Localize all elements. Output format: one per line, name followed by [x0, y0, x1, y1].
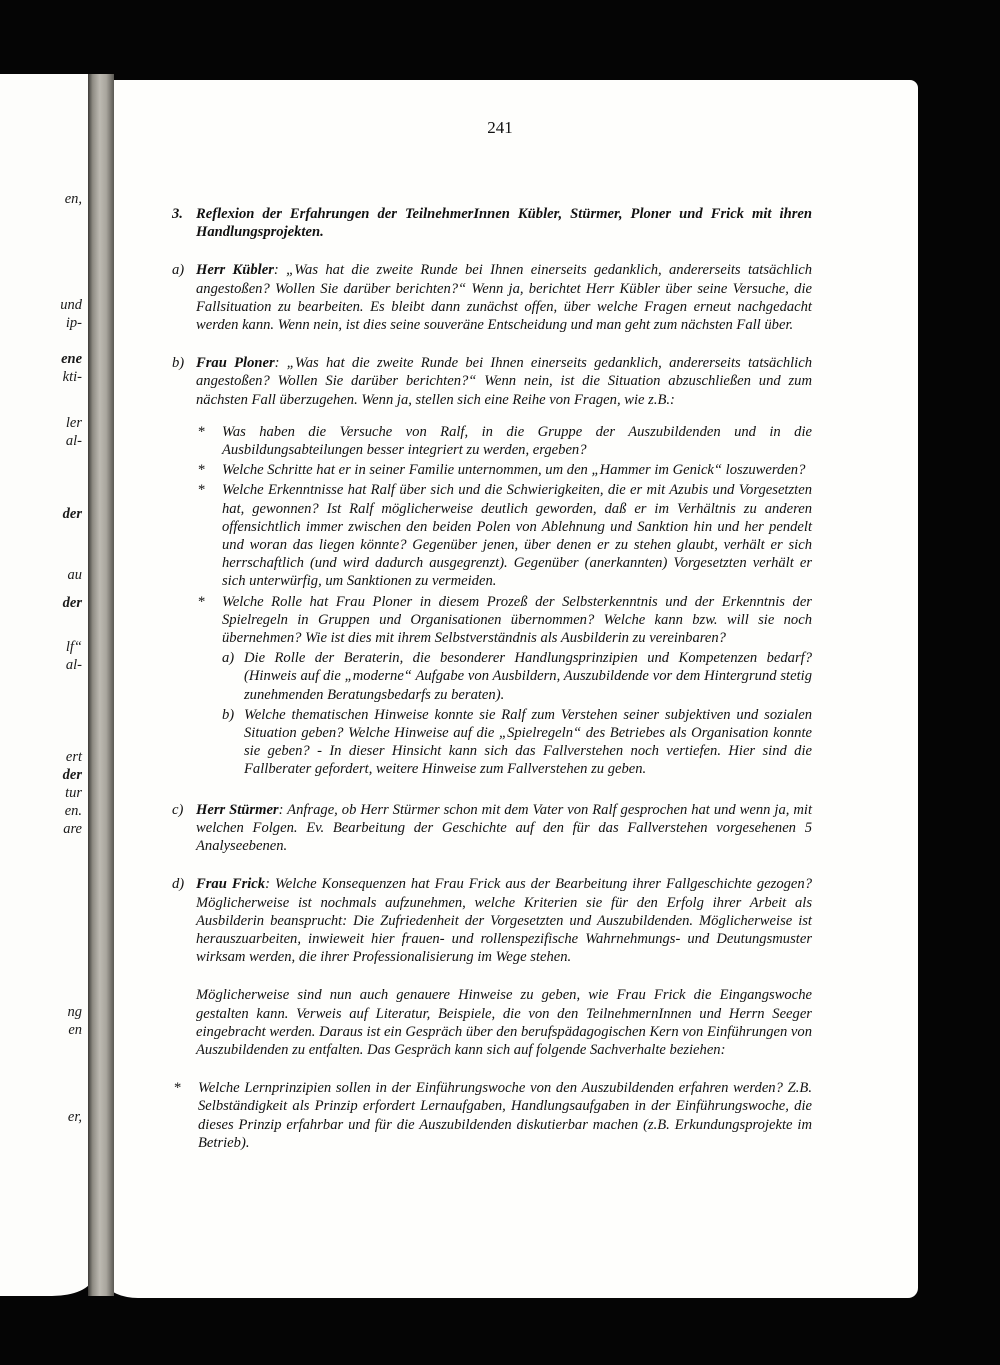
item-c-stuermer: [172, 801, 812, 856]
left-page-fragment: en.: [64, 803, 82, 819]
asterisk-bullet-icon: *: [198, 482, 206, 499]
left-page-fragment: en: [68, 1022, 82, 1038]
left-page-fragment: ler: [65, 415, 82, 431]
left-page-fragment: al-: [65, 657, 82, 673]
list-item-text: Welche Schritte hat er in seiner Familie unternommen, um den „Hammer im Genick“ loszuwerden?: [222, 462, 806, 479]
sub-item-a: [222, 649, 812, 704]
book-gutter: [88, 74, 114, 1296]
person-name: Frau Ploner: [196, 355, 275, 372]
item-label: a): [172, 262, 185, 279]
list-item-text: Welche Lernprinzipien sollen in der Einführungswoche von den Auszubildenden erfahren werden? Z.B. Selbständigkeit als Prinzip erfordert Lernaufgaben, Handlungsaufgaben in der Einführungswoche, die dieses Prinzip erfahrbar und für die Auszubildenden diskutierbar machen (z.B. Erkundungsprojekte im Betrieb).: [198, 1080, 812, 1151]
left-page-fragment: en,: [64, 191, 82, 207]
asterisk-bullet-icon: *: [198, 593, 206, 610]
left-page-fragment: der: [62, 595, 82, 611]
left-page-fragment: ene: [61, 351, 82, 367]
sub-item-b: [222, 706, 812, 779]
section-title: Reflexion der Erfahrungen der TeilnehmerInnen Kübler, Stürmer, Ploner und Frick mit ihren Handlungsprojekten.: [196, 206, 812, 241]
sub-item-text: Die Rolle der Beraterin, die besonderer Handlungsprinzipien und Kompetenzen bedarf? (Hinweis auf die „moderne“ Aufgabe von Ausbildern, Auszubildende vor dem Hintergrund stetig zunehmenden Beratungsbedarfs zu beraten).: [244, 650, 812, 703]
list-item: [196, 481, 812, 590]
list-item: [196, 423, 812, 459]
left-page-fragment: und: [60, 297, 82, 313]
asterisk-bullet-icon: *: [174, 1080, 182, 1097]
asterisk-bullet-icon: *: [198, 423, 206, 440]
left-page-fragment: ip-: [65, 315, 82, 331]
left-page-fragment: al-: [65, 433, 82, 449]
paragraph-text: Möglicherweise sind nun auch genauere Hinweise zu geben, wie Frau Frick die Eingangswoche gestalten kann. Verweis auf Literatur, Beispiele, die von den TeilnehmernInnen und Herrn Seeger eingebracht werden. Daraus ist ein Gespräch über den berufspädagogischen Kern von Einführungen von Auszubildenden zu entfalten. Das Gespräch kann sich auf folgende Sachverhalte beziehen:: [196, 987, 812, 1058]
person-name: Frau Frick: [196, 876, 266, 893]
left-page-fragment: ert: [65, 749, 82, 765]
question-list: [196, 423, 812, 779]
left-page-fragment: er,: [67, 1109, 82, 1125]
item-text: : „Was hat die zweite Runde bei Ihnen einerseits gedanklich, andererseits tatsächlich angestoßen? Wollen Sie darüber berichten?“ Wenn nein, ist die Situation abzuschließen und zum nächsten Fall überzugehen. Wenn ja, stellen sich eine Reihe von Fragen, wie z.B.:: [196, 355, 813, 408]
item-d-frick: [172, 875, 812, 966]
closing-paragraph: [196, 986, 812, 1059]
item-label: b): [172, 355, 185, 372]
list-item: [196, 593, 812, 779]
section-number: 3.: [172, 206, 183, 222]
left-page-fragment: lf“: [65, 639, 82, 655]
left-page-fragment: der: [62, 767, 82, 783]
item-text: : Anfrage, ob Herr Stürmer schon mit dem Vater von Ralf gesprochen hat und wenn ja, mit welchen Folgen. Ev. Bearbeitung der Geschichte auf den für das Fallverstehen vorgesehenen 5 Analyseebenen.: [196, 801, 813, 855]
sub-item-label: a): [222, 650, 235, 667]
left-page-fragment: tur: [65, 785, 82, 801]
left-page-fragment: der: [62, 506, 82, 522]
list-item: [172, 1079, 812, 1152]
left-page-fragment: are: [63, 821, 82, 837]
asterisk-bullet-icon: *: [198, 462, 206, 479]
item-text: : Welche Konsequenzen hat Frau Frick aus der Bearbeitung ihrer Fallgeschichte gezogen? Möglicherweise ist nochmals aufzunehmen, welche Kriterien sie für den Erfolg ihrer Arbeit als Ausbilderin beansprucht: Die Zufriedenheit der Vorgesetzten und Auszubildenden. Möglicherweise ist herauszuarbeiten, inwieweit hier frauen- und rollenspezifische Wahrnehmungs- und Deutungsmuster wirksam werden, die ihrer Professionalisierung im Wege stehen.: [196, 876, 812, 966]
page-number: 241: [487, 118, 513, 137]
item-label: d): [172, 876, 185, 893]
page-content: [172, 205, 812, 1154]
sub-item-text: Welche thematischen Hinweise konnte sie Ralf zum Verstehen seiner subjektiven und sozialen Situation geben? Welche Hinweise auf die „Spielregeln“ des Betriebes als Organisation konnte sie geben? - In dieser Hinsicht kann sich das Fallverstehen noch vertiefen. Hier sind die Fallberater gefordert, weitere Hinweise zum Fallverstehen zu geben.: [244, 706, 812, 778]
list-item-text: Welche Erkenntnisse hat Ralf über sich und die Schwierigkeiten, die er mit Azubis und Vorgesetzten hat, gewonnen? Ist Ralf möglicherweise deutlich geworden, daß er im Verhältnis zu anderen offensichtlich immer zwischen den beiden Polen von Ablehnung und Sanktion hin und her pendelt und woran das liegen könnte? Gegenüber jenen, über denen er zu stehen glaubt, verhält er sich herrschaftlich (und wird dadurch ausgegrenzt). Gegenüber (anerkannten) Vorgesetzten verhält er sich unterwürfig, um Sanktionen zu vermeiden.: [222, 482, 812, 590]
item-a-kuebler: [172, 261, 812, 334]
person-name: Herr Stürmer: [196, 801, 279, 818]
list-item-text: Was haben die Versuche von Ralf, in die Gruppe der Auszubildenden und in die Ausbildungsabteilungen besser integriert zu werden, ergeben?: [222, 423, 812, 459]
item-b-ploner: [172, 354, 812, 780]
list-item-text: Welche Rolle hat Frau Ploner in diesem Prozeß der Selbsterkenntnis und der Erkenntnis der Spielregeln in Gruppen und Organisationen übernommen? Welche kann bzw. will sie noch übernehmen? Wie ist dies mit ihrem Selbstverständnis als Ausbilderin zu vereinbaren?: [222, 593, 812, 647]
item-text: : „Was hat die zweite Runde bei Ihnen einerseits gedanklich, andererseits tatsächlich angestoßen? Wollen Sie darüber berichten?“ Wenn ja, berichtet Herr Kübler über seine Versuche, die Fallsituation zu bearbeiten. Es bleibt dann zunächst offen, über welche Fragen erneut nachgedacht werden kann. Wenn nein, ist dies seine souveräne Entscheidung und man geht zum nächsten Fall über.: [196, 262, 812, 334]
left-page-fragment: au: [67, 567, 82, 583]
section-heading: [172, 205, 812, 241]
sub-item-label: b): [222, 706, 235, 723]
person-name: Herr Kübler: [196, 262, 274, 279]
item-label: c): [172, 801, 184, 818]
left-page-fragment: ng: [67, 1004, 82, 1020]
list-item: [196, 461, 812, 479]
closing-list: [172, 1079, 812, 1152]
left-page-fragment: kti-: [62, 369, 82, 385]
left-page-text-fragments: [0, 0, 88, 1365]
